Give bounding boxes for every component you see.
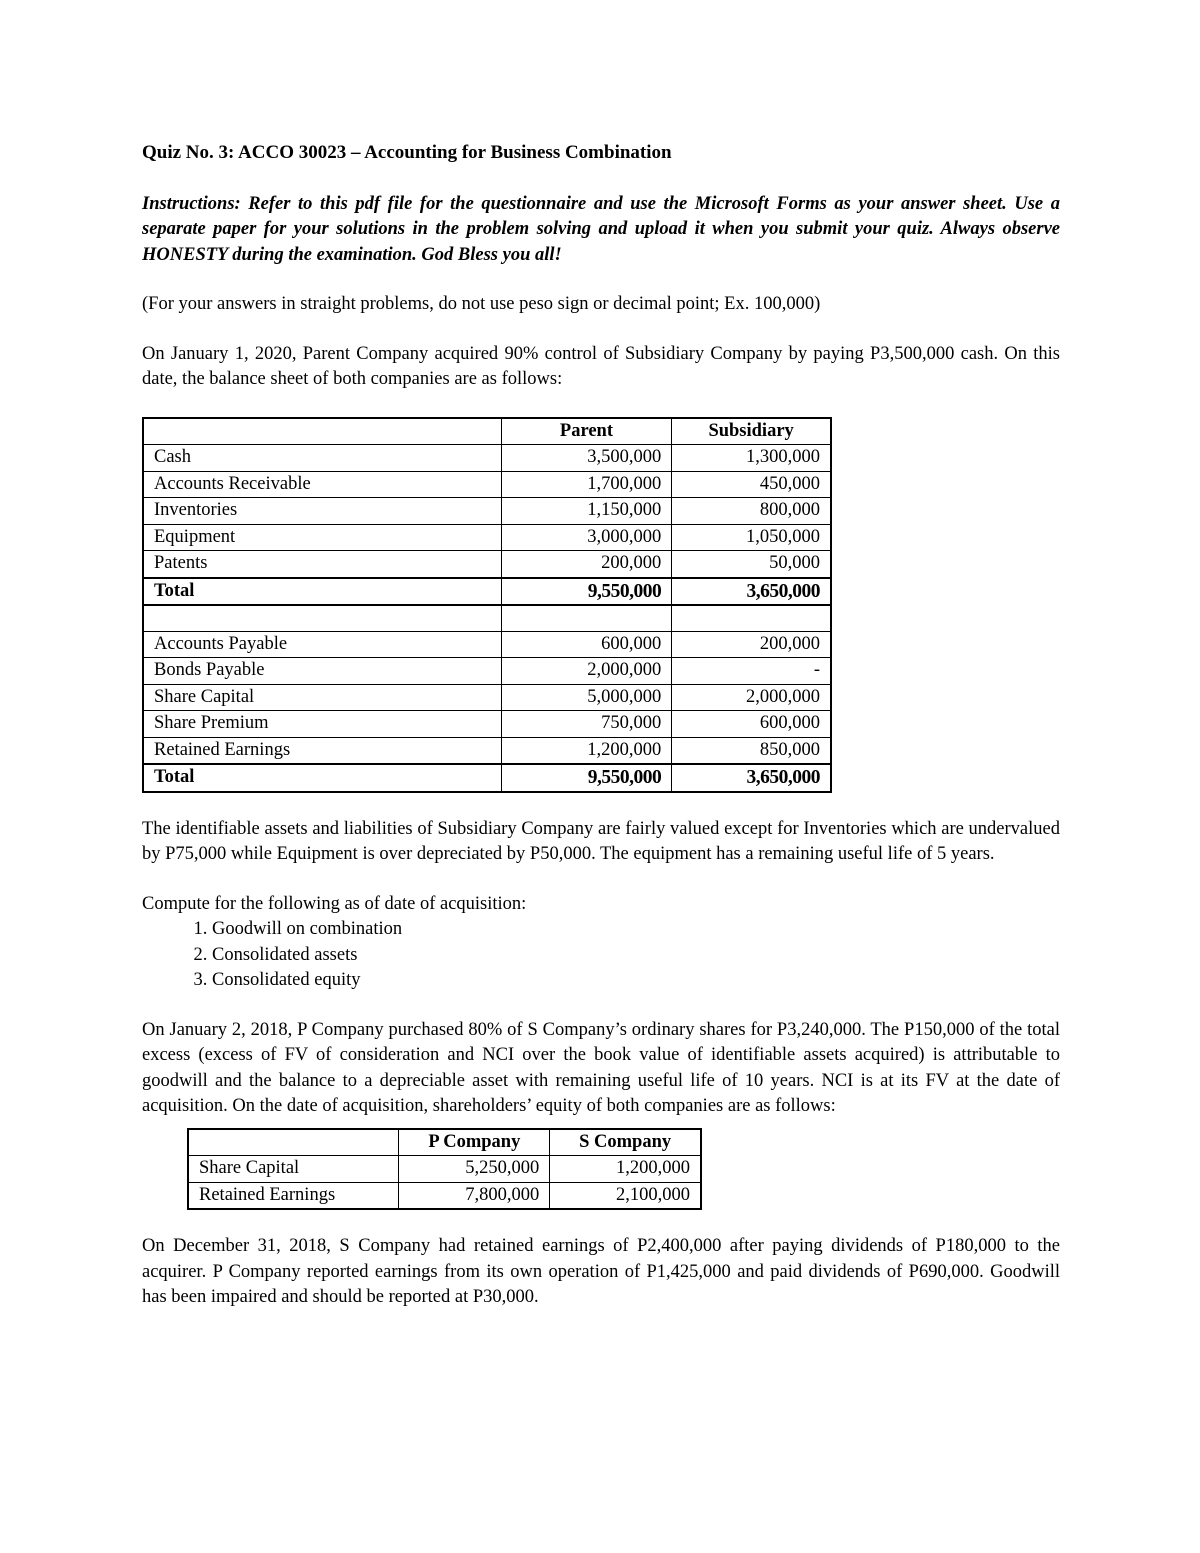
total-label: Total: [143, 578, 501, 606]
table-row: [143, 684, 831, 711]
parent-value: 200,000: [501, 551, 672, 578]
p-company-value: 5,250,000: [399, 1156, 550, 1183]
row-label: Retained Earnings: [188, 1182, 399, 1209]
parent-value: 1,150,000: [501, 498, 672, 525]
problem2-closing: On December 31, 2018, S Company had retained earnings of P2,400,000 after paying dividends of P180,000 to the acquirer. P Company reported earnings from its own operation of P1,425,000 and paid dividends of P690,000. Goodwill has been impaired and should be reported at P30,000.: [142, 1236, 1060, 1308]
row-label: Share Premium: [143, 711, 501, 738]
parent-value: 3,000,000: [501, 524, 672, 551]
parent-value: 1,200,000: [501, 737, 672, 764]
row-label: Share Capital: [143, 684, 501, 711]
row-label: Inventories: [143, 498, 501, 525]
p-company-value: 7,800,000: [399, 1182, 550, 1209]
table-row: [143, 631, 831, 658]
parent-value: 2,000,000: [501, 658, 672, 685]
table-row: [188, 1156, 701, 1183]
quiz-page: [142, 140, 1060, 1335]
row-label: Share Capital: [188, 1156, 399, 1183]
row-label: Accounts Receivable: [143, 471, 501, 498]
row-label: Patents: [143, 551, 501, 578]
header-p-company: P Company: [399, 1129, 550, 1156]
table-row: [143, 471, 831, 498]
parent-value: 3,500,000: [501, 445, 672, 472]
table-row: [143, 737, 831, 764]
compute-lead: Compute for the following as of date of acquisition:: [142, 893, 527, 914]
row-label: Equipment: [143, 524, 501, 551]
list-item: 3. Consolidated equity: [212, 968, 1060, 994]
liabilities-equity-total-row: [143, 764, 831, 792]
subsidiary-value: -: [672, 658, 831, 685]
instructions-text: Instructions: Refer to this pdf file for the questionnaire and use the Microsoft Forms as your answer sheet. Use a separate paper for your solutions in the problem solving and upload it when you submit your quiz. Always observe HONESTY during the examination. God Bless you all!: [142, 193, 1060, 265]
table-row: [143, 551, 831, 578]
subsidiary-value: 600,000: [672, 711, 831, 738]
subsidiary-value: 850,000: [672, 737, 831, 764]
row-label: Accounts Payable: [143, 631, 501, 658]
parent-value: 750,000: [501, 711, 672, 738]
subsidiary-total: 3,650,000: [672, 764, 831, 792]
table-row: [143, 524, 831, 551]
subsidiary-value: 1,300,000: [672, 445, 831, 472]
header-parent: Parent: [501, 418, 672, 445]
list-item: 2. Consolidated assets: [212, 943, 1060, 969]
table-row: [143, 711, 831, 738]
s-company-value: 2,100,000: [550, 1182, 701, 1209]
compute-list: [142, 917, 1060, 994]
answer-format-note: (For your answers in straight problems, do not use peso sign or decimal point; Ex. 100,000): [142, 294, 821, 314]
subsidiary-value: 50,000: [672, 551, 831, 578]
total-label: Total: [143, 764, 501, 792]
balance-sheet-table: [142, 417, 832, 793]
fair-value-note: The identifiable assets and liabilities of Subsidiary Company are fairly valued except for Inventories which are undervalued by P75,000 while Equipment is over depreciated by P50,000. The equipment has a remaining useful life of 5 years.: [142, 818, 1060, 865]
table-header-row: [143, 418, 831, 445]
spacer-cell: [501, 605, 672, 631]
header-blank: [188, 1129, 399, 1156]
table-row: [143, 658, 831, 685]
row-label: Cash: [143, 445, 501, 472]
list-item: 1. Goodwill on combination: [212, 917, 1060, 943]
subsidiary-value: 1,050,000: [672, 524, 831, 551]
subsidiary-total: 3,650,000: [672, 578, 831, 606]
subsidiary-value: 200,000: [672, 631, 831, 658]
s-company-value: 1,200,000: [550, 1156, 701, 1183]
parent-value: 5,000,000: [501, 684, 672, 711]
parent-total: 9,550,000: [501, 764, 672, 792]
row-label: Retained Earnings: [143, 737, 501, 764]
header-blank: [143, 418, 501, 445]
spacer-row: [143, 605, 831, 631]
subsidiary-value: 2,000,000: [672, 684, 831, 711]
parent-value: 600,000: [501, 631, 672, 658]
spacer-cell: [143, 605, 501, 631]
quiz-title: Quiz No. 3: ACCO 30023 – Accounting for Business Combination: [142, 142, 672, 163]
parent-total: 9,550,000: [501, 578, 672, 606]
row-label: Bonds Payable: [143, 658, 501, 685]
subsidiary-value: 800,000: [672, 498, 831, 525]
problem1-intro: On January 1, 2020, Parent Company acquired 90% control of Subsidiary Company by paying P3,500,000 cash. On this date, the balance sheet of both companies are as follows:: [142, 343, 1060, 389]
table-row: [188, 1182, 701, 1209]
table-row: [143, 445, 831, 472]
parent-value: 1,700,000: [501, 471, 672, 498]
equity-table: [187, 1128, 702, 1211]
problem2-intro: On January 2, 2018, P Company purchased 80% of S Company’s ordinary shares for P3,240,000. The P150,000 of the total excess (excess of FV of consideration and NCI over the book value of identifiable assets acquired) is attributable to goodwill and the balance to a depreciable asset with remaining useful life of 10 years. NCI is at its FV at the date of acquisition. On the date of acquisition, shareholders’ equity of both companies are as follows:: [142, 1019, 1060, 1117]
table-header-row: [188, 1129, 701, 1156]
header-subsidiary: Subsidiary: [672, 418, 831, 445]
header-s-company: S Company: [550, 1129, 701, 1156]
subsidiary-value: 450,000: [672, 471, 831, 498]
assets-total-row: [143, 578, 831, 606]
table-row: [143, 498, 831, 525]
spacer-cell: [672, 605, 831, 631]
